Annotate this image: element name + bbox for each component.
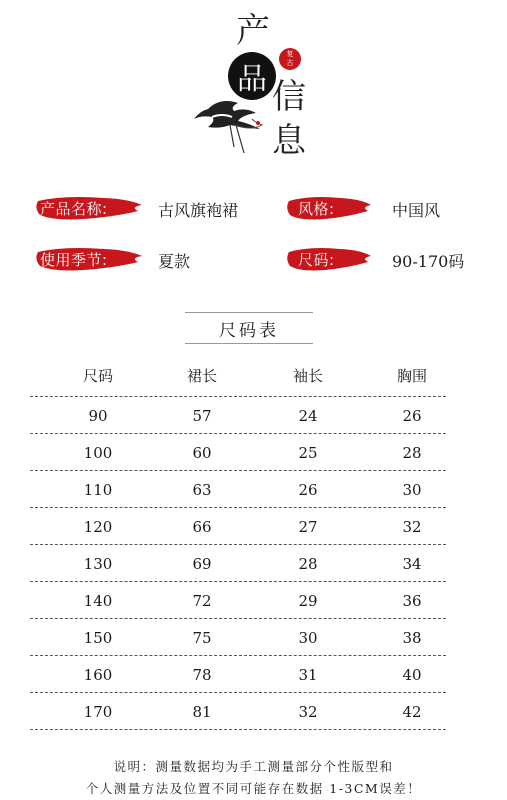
table-row: [30, 434, 446, 471]
table-header-row: [30, 355, 446, 397]
table-cell: 160: [83, 666, 113, 684]
retro-seal-char-1: 复: [286, 50, 294, 58]
table-row: [30, 582, 446, 619]
table-cell: 72: [192, 592, 212, 610]
table-cell: 100: [83, 444, 113, 462]
table-row: [30, 619, 446, 656]
season-value: 夏款: [158, 252, 191, 271]
info-row-1: [0, 193, 507, 223]
table-cell: 42: [402, 703, 422, 721]
dashed-divider: [30, 729, 446, 730]
table-cell: 26: [402, 407, 422, 425]
table-cell: 30: [402, 481, 422, 499]
table-cell: 28: [298, 555, 318, 573]
divider: [185, 312, 313, 313]
style-value: 中国风: [392, 201, 441, 220]
title-char-3: 信: [272, 77, 306, 117]
table-cell: 26: [298, 481, 318, 499]
table-cell: 69: [192, 555, 212, 573]
title-char-4: 息: [272, 121, 306, 161]
table-cell: 36: [402, 592, 422, 610]
divider: [185, 343, 313, 344]
size-table-heading: [185, 312, 313, 344]
table-cell: 28: [402, 444, 422, 462]
table-cell: 78: [192, 666, 212, 684]
table-cell: 140: [83, 592, 113, 610]
column-header: 袖长: [292, 367, 323, 385]
table-cell: 32: [298, 703, 318, 721]
table-cell: 120: [83, 518, 113, 536]
table-cell: 27: [298, 518, 318, 536]
table-row: [30, 508, 446, 545]
table-row: [30, 545, 446, 582]
table-row: [30, 397, 446, 434]
table-cell: 32: [402, 518, 422, 536]
table-cell: 66: [192, 518, 212, 536]
style-label: 风格:: [298, 200, 335, 218]
table-cell: 57: [192, 407, 212, 425]
product-name-value: 古风旗袍裙: [158, 201, 239, 220]
table-cell: 29: [298, 592, 318, 610]
retro-seal-char-2: 古: [286, 59, 294, 67]
size-table: [30, 355, 446, 730]
season-label: 使用季节:: [40, 251, 108, 269]
table-cell: 110: [83, 481, 113, 499]
table-cell: 63: [192, 481, 212, 499]
table-cell: 150: [83, 629, 113, 647]
table-cell: 38: [402, 629, 422, 647]
product-info-header: [0, 0, 507, 180]
title-char-2: 品: [237, 62, 267, 97]
table-row: [30, 656, 446, 693]
table-cell: 170: [83, 703, 113, 721]
table-cell: 24: [298, 407, 318, 425]
table-row: [30, 693, 446, 730]
table-row: [30, 471, 446, 508]
table-cell: 40: [402, 666, 422, 684]
measurement-note-line-1: 说明：测量数据均为手工测量部分个性版型和: [113, 759, 394, 774]
table-cell: 60: [192, 444, 212, 462]
size-table-title: 尺码表: [219, 321, 279, 341]
measurement-note-line-2: 个人测量方法及位置不同可能存在数据 1-3CM误差！: [85, 781, 422, 796]
table-cell: 25: [298, 444, 318, 462]
title-char-2-badge: [228, 52, 276, 100]
table-cell: 90: [88, 407, 108, 425]
table-cell: 30: [298, 629, 318, 647]
table-cell: 130: [83, 555, 113, 573]
product-name-label: 产品名称:: [40, 200, 108, 218]
table-cell: 34: [402, 555, 422, 573]
column-header: 裙长: [186, 367, 217, 385]
retro-seal: [279, 48, 301, 70]
size-range-label: 尺码:: [298, 251, 335, 269]
crane-ink-painting: [190, 95, 270, 160]
size-range-value: 90-170码: [392, 252, 465, 271]
info-row-2: [0, 244, 507, 274]
table-cell: 81: [192, 703, 212, 721]
table-cell: 31: [298, 666, 318, 684]
column-header: 尺码: [82, 367, 113, 385]
column-header: 胸围: [396, 367, 427, 385]
table-cell: 75: [192, 629, 212, 647]
title-char-1: 产: [236, 11, 270, 51]
